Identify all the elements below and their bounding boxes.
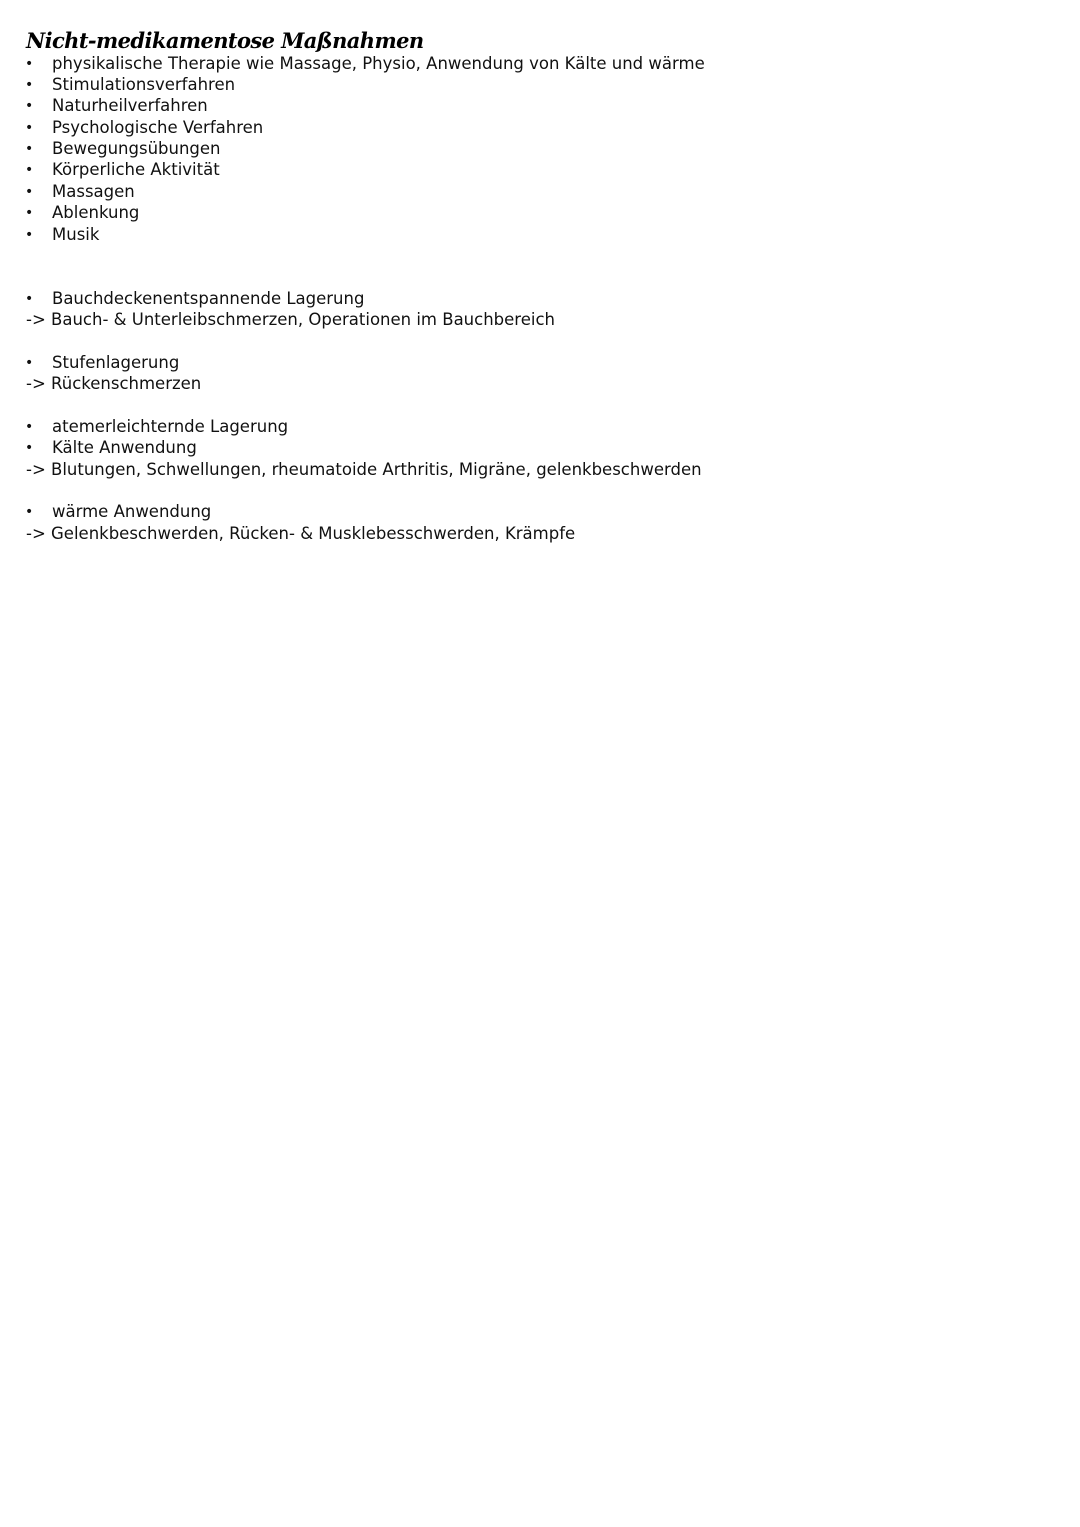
list-item-text: wärme Anwendung [52, 502, 212, 521]
list-item-text: Kälte Anwendung [52, 438, 197, 457]
indication-text: -> Blutungen, Schwellungen, rheumatoide Arthritis, Migräne, gelenkbeschwerden [26, 460, 702, 479]
bullet-mark: • [25, 141, 34, 157]
bullet-mark: • [25, 355, 34, 371]
list-item-text: Stimulationsverfahren [52, 75, 236, 94]
bullet-mark: • [25, 184, 34, 200]
bullet-mark: • [25, 419, 34, 435]
list-item-text: Bauchdeckenentspannende Lagerung [52, 289, 365, 308]
list-item-text: Psychologische Verfahren [52, 118, 264, 137]
list-item-text: Naturheilverfahren [52, 96, 208, 115]
bullet-mark: • [25, 120, 34, 136]
bullet-mark: • [25, 504, 34, 520]
page-title: Nicht-medikamentose Maßnahmen [26, 28, 424, 53]
list-item-text: Musik [52, 225, 100, 244]
bullet-mark: • [25, 291, 34, 307]
list-item-text: atemerleichternde Lagerung [52, 417, 289, 436]
bullet-mark: • [25, 205, 34, 221]
list-item-text: Stufenlagerung [52, 353, 180, 372]
indication-text: -> Rückenschmerzen [26, 374, 202, 393]
bullet-mark: • [25, 227, 34, 243]
list-item-text: Körperliche Aktivität [52, 160, 220, 179]
bullet-mark: • [25, 77, 34, 93]
bullet-mark: • [25, 162, 34, 178]
indication-text: -> Bauch- & Unterleibschmerzen, Operationen im Bauchbereich [26, 310, 555, 329]
list-item-text: Massagen [52, 182, 135, 201]
list-item-text: Bewegungsübungen [52, 139, 221, 158]
list-item-text: physikalische Therapie wie Massage, Physio, Anwendung von Kälte und wärme [52, 54, 705, 73]
list-item-text: Ablenkung [52, 203, 140, 222]
bullet-mark: • [25, 440, 34, 456]
indication-text: -> Gelenkbeschwerden, Rücken- & Musklebesschwerden, Krämpfe [26, 524, 576, 543]
bullet-mark: • [25, 56, 34, 72]
bullet-mark: • [25, 98, 34, 114]
